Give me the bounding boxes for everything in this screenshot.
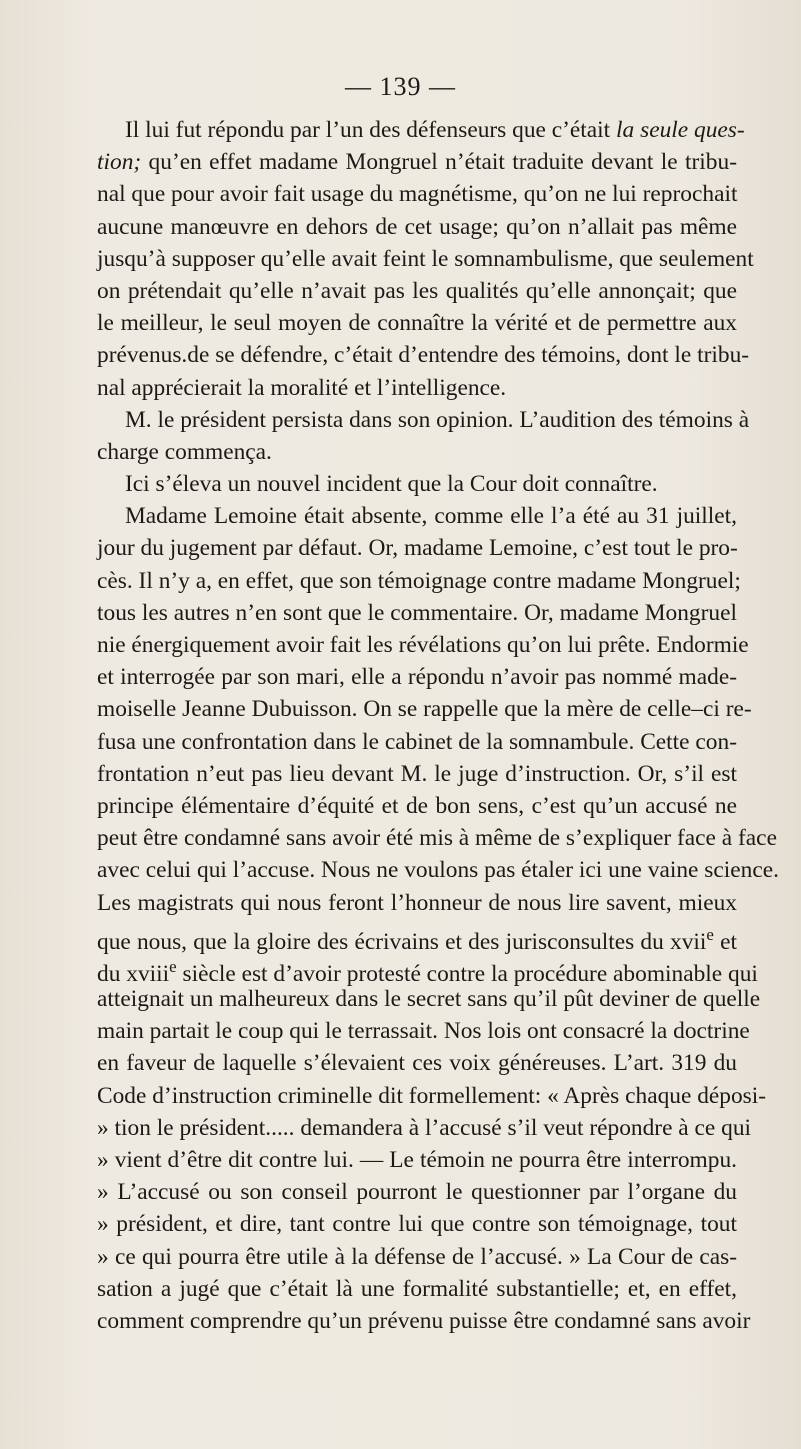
text-line [97, 1273, 737, 1305]
text-segment: en faveur de laquelle s’élevaient ces voix généreuses. L’art. 319 du [97, 1050, 737, 1077]
text-line [97, 597, 737, 629]
text-line [97, 178, 737, 210]
text-segment: Il lui fut répondu par l’un des défenseurs que c’était [125, 117, 617, 143]
text-segment: on prétendait qu’elle n’avait pas les qualités qu’elle annonçait; que [97, 277, 737, 304]
text-line [97, 1047, 737, 1079]
text-line [97, 887, 737, 919]
text-segment: moiselle Jeanne Dubuisson. On se rappelle que la mère de celle–ci re- [97, 696, 752, 723]
italic-text-segment: la seule ques- [616, 117, 745, 143]
text-line [97, 500, 737, 532]
text-segment: Ici s’éleva un nouvel incident que la Cour doit connaître. [125, 471, 658, 498]
text-segment: M. le président persista dans son opinion. L’audition des témoins à [125, 406, 750, 433]
text-line [97, 1015, 750, 1047]
page-number: — 139 — [345, 72, 456, 101]
text-segment: charge commença. [97, 438, 272, 465]
text-line [97, 758, 737, 790]
text-line [97, 339, 750, 371]
text-segment: siècle est d’avoir protesté contre la procédure abominable qui [176, 960, 758, 987]
text-line [97, 372, 737, 404]
text-segment: » tion le président..... demandera à l’accusé s’il veut répondre à ce qui [97, 1114, 752, 1141]
text-line [97, 565, 741, 597]
text-line [97, 436, 737, 468]
text-line [97, 211, 737, 243]
text-segment: nal apprécierait la moralité et l’intelligence. [97, 374, 507, 401]
body-text [97, 114, 779, 1337]
text-line [97, 1176, 737, 1208]
text-segment: le meilleur, le seul moyen de connaître la vérité et de permettre aux [97, 310, 737, 337]
text-segment: nie énergiquement avoir fait les révélations qu’on lui prête. Endormie [97, 632, 749, 658]
text-segment: qu’en effet madame Mongruel n’était traduite devant le tribu- [141, 149, 737, 176]
text-segment: main partait le coup qui le terrassait. Nos lois ont consacré la doctrine [97, 1018, 750, 1045]
italic-text-segment: tion; [97, 149, 142, 176]
text-line [97, 661, 737, 693]
text-line [97, 404, 750, 436]
text-segment: » vient d’être dit contre lui. — Le témoin ne pourra être interrompu. [97, 1147, 737, 1173]
text-line [97, 1112, 752, 1144]
text-segment: principe élémentaire d’équité et de bon sens, c’est qu’un accusé ne [97, 792, 737, 819]
text-segment: » L’accusé ou son conseil pourront le questionner par l’organe du [97, 1179, 737, 1206]
text-line [97, 919, 737, 955]
text-line [97, 1144, 737, 1176]
text-line [97, 983, 761, 1015]
text-segment: avec celui qui l’accuse. Nous ne voulons pas étaler ici une vaine science. [97, 857, 779, 884]
text-line [97, 726, 737, 758]
text-line [97, 951, 758, 987]
text-segment: xvii [670, 928, 707, 955]
text-line [97, 1305, 751, 1337]
text-line [97, 629, 749, 661]
text-line [97, 275, 737, 307]
text-segment: sation a jugé que c’était là une formalité substantielle; et, en effet, [97, 1275, 737, 1302]
text-segment: prévenus.de se défendre, c’était d’entendre des témoins, dont le tribu- [97, 342, 750, 369]
text-segment: » président, et dire, tant contre lui que contre son témoignage, tout [97, 1211, 737, 1238]
text-segment: jusqu’à supposer qu’elle avait feint le somnambulisme, que seulement [97, 245, 754, 272]
text-line [97, 532, 737, 564]
text-segment: tous les autres n’en sont que le commentaire. Or, madame Mongruel [97, 599, 737, 626]
text-segment: et [713, 928, 737, 955]
text-line [97, 693, 752, 725]
text-segment: xviii [126, 960, 170, 987]
text-line [97, 114, 745, 146]
text-segment: atteignait un malheureux dans le secret sans qu’il pût deviner de quelle [97, 986, 761, 1013]
text-segment: aucune manœuvre en dehors de cet usage; qu’on n’allait pas même [97, 213, 737, 240]
text-segment: comment comprendre qu’un prévenu puisse être condamné sans avoir [97, 1307, 751, 1334]
text-segment: fusa une confrontation dans le cabinet de la somnambule. Cette con- [97, 728, 737, 755]
superscript-text: e [169, 956, 177, 976]
superscript-text: e [706, 924, 714, 944]
text-line [97, 243, 754, 275]
text-segment: et interrogée par son mari, elle a répondu n’avoir pas nommé made- [97, 664, 737, 691]
text-segment: nal que pour avoir fait usage du magnétisme, qu’on ne lui reprochait [97, 181, 738, 208]
text-segment: peut être condamné sans avoir été mis à même de s’expliquer face à face [97, 825, 777, 852]
text-segment: Code d’instruction criminelle dit formellement: « Après chaque déposi- [97, 1082, 767, 1109]
text-segment: jour du jugement par défaut. Or, madame Lemoine, c’est tout le pro- [97, 535, 738, 562]
text-line [97, 146, 737, 178]
text-line [97, 1241, 737, 1273]
text-segment: cès. Il n’y a, en effet, que son témoignage contre madame Mongruel; [97, 567, 741, 594]
text-line [97, 1080, 767, 1112]
text-segment: frontation n’eut pas lieu devant M. le juge d’instruction. Or, s’il est [97, 760, 737, 787]
text-line [97, 790, 737, 822]
text-segment: que nous, que la gloire des écrivains et des jurisconsultes du [97, 928, 671, 955]
text-line [97, 307, 737, 339]
text-segment: Les magistrats qui nous feront l’honneur de nous lire savent, mieux [97, 889, 737, 916]
text-line [97, 822, 777, 854]
text-segment: » ce qui pourra être utile à la défense de l’accusé. » La Cour de cas- [97, 1243, 737, 1270]
text-segment: Madame Lemoine était absente, comme elle l’a été au 31 juillet, [125, 503, 737, 530]
text-line [97, 468, 737, 500]
text-line [97, 854, 779, 886]
text-line [97, 1208, 737, 1240]
text-segment: du [97, 960, 127, 987]
